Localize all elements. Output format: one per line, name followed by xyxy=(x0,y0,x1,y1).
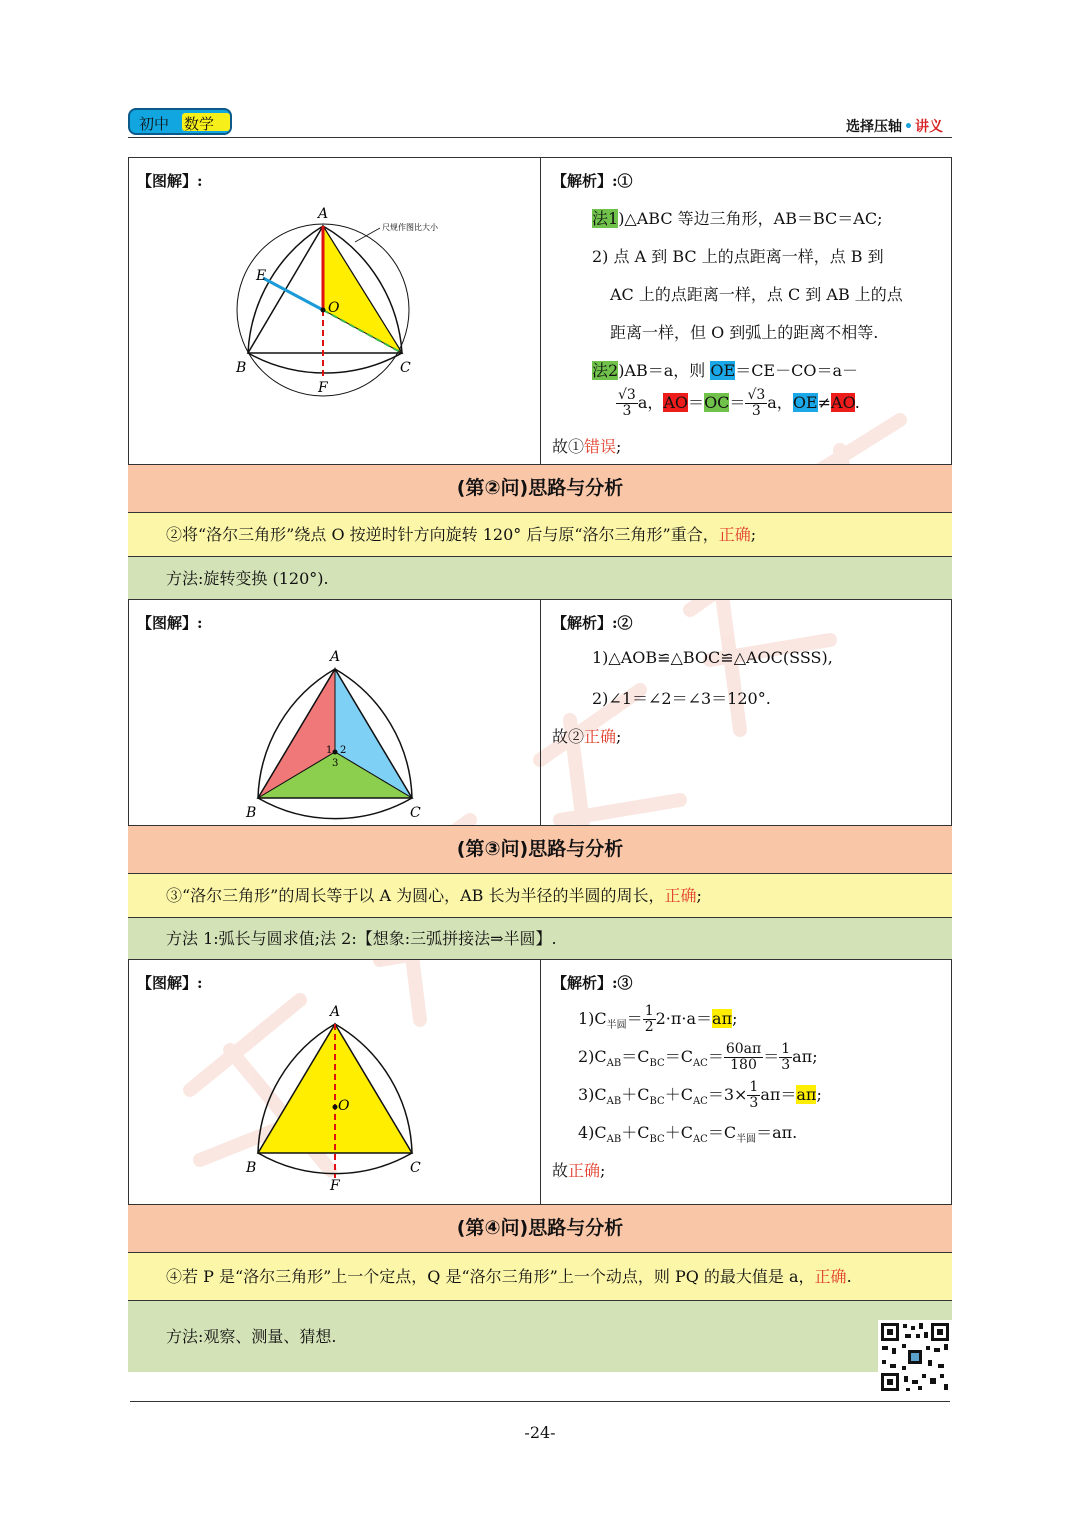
badge-subject: 数学 xyxy=(184,115,215,133)
point-A: A xyxy=(330,649,341,665)
method1-line2: 2) 点 A 到 BC 上的点距离一样，点 B 到 xyxy=(592,247,884,266)
q3-title: (第③问)思路与分析 xyxy=(128,825,952,873)
analysis-label: 【解析】:② xyxy=(552,614,633,632)
point-C: C xyxy=(410,805,421,821)
reuleaux-figure-3 xyxy=(240,1000,440,1195)
q3-line1: $1)C_{半圆}=$ $\frac{1}{2}$ 2·π·a＝aπ; xyxy=(578,1003,738,1035)
q2-line2: 2)∠1＝∠2＝∠3＝120°. xyxy=(592,689,771,708)
method1-line3: AC 上的点距离一样，点 C 到 AB 上的点 xyxy=(610,285,903,304)
page-number: -24- xyxy=(524,1423,556,1442)
point-B: B xyxy=(246,1160,257,1176)
q2-line1: 1)△AOB≌△BOC≌△AOC(SSS), xyxy=(592,648,833,667)
conclusion-1: 故①错误; xyxy=(552,437,622,456)
conclusion-3: 故正确; xyxy=(552,1161,606,1180)
q3-method: 方法 1:弧长与圆求值;法 2:【想象:三弧拼接法⇒半圆】. xyxy=(128,917,952,959)
q2-method: 方法:旋转变换 (120°). xyxy=(128,556,952,599)
q4-method: 方法:观察、测量、猜想. xyxy=(128,1300,952,1372)
q4-statement: ④若 P 是“洛尔三角形”上一个定点，Q 是“洛尔三角形”上一个动点，则 PQ 的最大值是 a，正确. xyxy=(128,1252,952,1300)
analysis-label: 【解析】:① xyxy=(552,172,633,190)
figure-note: 尺规作图比大小 xyxy=(382,223,438,232)
q4-title: (第④问)思路与分析 xyxy=(128,1204,952,1252)
subject-badge xyxy=(128,108,232,135)
point-A: A xyxy=(330,1004,341,1020)
method1-line4: 距离一样，但 O 到弧上的距离不相等. xyxy=(610,323,879,342)
method2-line2: $\frac{√3}{3}$ a，AO＝OC＝ $\frac{√3}{3}$ a，OE≠AO. xyxy=(618,387,860,419)
header-rule xyxy=(128,137,952,138)
q2-title: (第②问)思路与分析 xyxy=(128,464,952,512)
point-O: O xyxy=(338,1098,350,1114)
point-O: O xyxy=(328,300,340,316)
header-title: 选择压轴 • 讲义 xyxy=(846,119,943,135)
q2-statement: ②将“洛尔三角形”绕点 O 按逆时针方向旋转 120° 后与原“洛尔三角形”重合，正确; xyxy=(128,512,952,556)
point-C: C xyxy=(410,1160,421,1176)
method1-line1: 法1)△ABC 等边三角形，AB＝BC＝AC; xyxy=(592,209,883,228)
point-B: B xyxy=(246,805,257,821)
point-A: A xyxy=(318,206,329,222)
reuleaux-figure-2 xyxy=(240,645,440,825)
column-divider xyxy=(540,599,541,825)
q3-statement: ③“洛尔三角形”的周长等于以 A 为圆心，AB 长为半径的半圆的周长，正确; xyxy=(128,873,952,917)
point-F: F xyxy=(318,380,328,396)
point-C: C xyxy=(400,360,411,376)
conclusion-2: 故②正确; xyxy=(552,727,622,746)
angle-3: 3 xyxy=(332,758,339,769)
point-E: E xyxy=(256,268,267,284)
reuleaux-figure-1 xyxy=(230,200,460,400)
figure-label: 【图解】: xyxy=(137,614,203,632)
q3-line2: $2)C_{AB}=C_{BC}=C_{AC}=$ $\frac{60a\pi}{180}$ ＝ $\frac{1}{3}$ aπ; xyxy=(578,1041,818,1073)
figure-label: 【图解】: xyxy=(137,172,203,190)
angle-1: 1 xyxy=(326,745,333,756)
footer-rule xyxy=(130,1401,950,1402)
column-divider xyxy=(540,157,541,464)
angle-2: 2 xyxy=(340,745,347,756)
column-divider xyxy=(540,959,541,1204)
point-F: F xyxy=(330,1178,340,1194)
badge-level: 初中 xyxy=(139,115,170,133)
method2-line1: 法2)AB＝a，则 OE＝CE－CO＝a－ xyxy=(592,361,859,380)
q3-line3: $3)C_{AB}+C_{BC}+C_{AC}=3\times$ $\frac{1}{3}$ aπ＝aπ; xyxy=(578,1079,822,1111)
analysis-label: 【解析】:③ xyxy=(552,974,633,992)
q3-line4: $4)C_{AB}+C_{BC}+C_{AC}=C_{半圆}=a\pi$. xyxy=(578,1123,798,1146)
point-B: B xyxy=(236,360,247,376)
qr-code-image xyxy=(878,1320,952,1394)
figure-label: 【图解】: xyxy=(137,974,203,992)
